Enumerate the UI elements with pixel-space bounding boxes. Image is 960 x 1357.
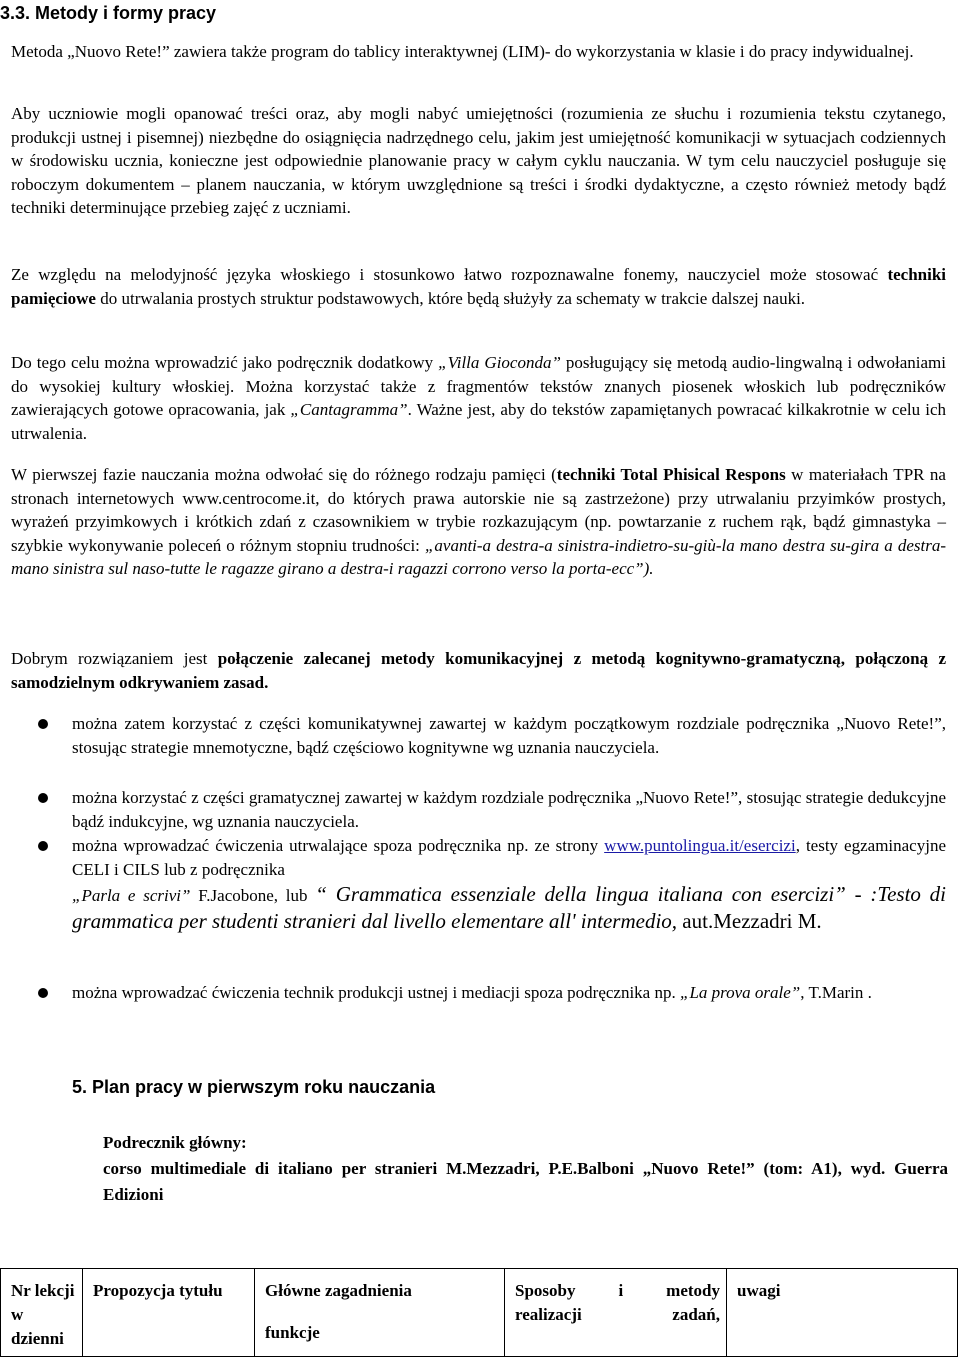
- p5-italic-commands: „avanti-a destra-a sinistra-indietro-su-giù-la mano destra su-gira a destra-mano sinistra sul naso-tutte le ragazze girano a destra-i ragazzi corrono verso la porta-ecc”).: [11, 535, 947, 578]
- header-lesson-number-text: Nr lekcji w dzienni: [11, 1281, 75, 1348]
- header-lesson-number: [1, 1269, 83, 1357]
- header-notes: [727, 1269, 958, 1357]
- section-title: 3.3. Metody i formy pracy: [0, 3, 217, 23]
- p3-text-a: Ze względu na melodyjność języka włoskiego i stosunkowo łatwo rozpoznawalne fonemy, nauczyciel może stosować: [11, 265, 888, 284]
- bullet-item-3: [72, 834, 946, 934]
- p4-italic-cantagramma: „Cantagramma”: [290, 400, 408, 419]
- header-main-topics: [255, 1269, 505, 1357]
- p4-text-a: Do tego celu można wprowadzić jako podręcznik dodatkowy: [11, 353, 439, 372]
- p4-italic-villa: „Villa Gioconda”: [438, 353, 561, 372]
- bullet-dot-3: [38, 841, 48, 851]
- puntolingua-link[interactable]: www.puntolingua.it/esercizi: [604, 836, 796, 855]
- p5-bold: techniki Total Phisical Respons: [556, 465, 786, 484]
- plan-book-label: Podrecznik główny:: [103, 1133, 247, 1152]
- header-title-proposal: [83, 1269, 255, 1357]
- paragraph-villa-gioconda: [11, 351, 946, 445]
- bullet-3-text-d: F.Jacobone, lub: [190, 886, 316, 905]
- header-notes-text: uwagi: [737, 1281, 781, 1300]
- bullet-3-italic-grammatica: “ Grammatica essenziale della lingua italiana con esercizi” - :Testo di grammatica per studenti stranieri dal livello elementare all' intermedio,: [72, 882, 946, 933]
- header-methods: [505, 1269, 727, 1357]
- bullet-4-text-c: , T.Marin .: [800, 983, 872, 1002]
- bullet-item-2: [72, 786, 946, 833]
- plan-book: [103, 1130, 948, 1208]
- p3-text-c: do utrwalania prostych struktur podstawowych, które będą służyły za schematy w trakcie dalszej nauki.: [95, 288, 806, 308]
- p4-text-c: posługujący się metodą audio-lingwalną i odwołaniami do wysokiej kultury włoskiej. Można korzystać także z fragmentów tekstów znanych piosenek włoskich lub podręczników zawierających gotowe opracowania, jak: [11, 353, 946, 419]
- plan-table: [0, 1268, 958, 1357]
- bullet-dot-1: [38, 719, 48, 729]
- bullet-4-italic: „La prova orale”: [679, 983, 801, 1002]
- bullet-1-text: można zatem korzystać z części komunikatywnej zawartej w każdym początkowym rozdziale podręcznika „Nuovo Rete!”, stosując strategie mnemotyczne, bądź częściowo kognitywne wg uznania nauczyciela.: [72, 714, 946, 757]
- plan-title: 5. Plan pracy w pierwszym roku nauczania: [72, 1077, 436, 1097]
- bullet-dot-4: [38, 988, 48, 998]
- paragraph-lim: [11, 40, 946, 64]
- bullet-dot-2: [38, 793, 48, 803]
- bullet-item-1: [72, 712, 946, 759]
- p6-text-a: Dobrym rozwiązaniem jest: [11, 649, 218, 668]
- bullet-2-text: można korzystać z części gramatycznej zawartej w każdym rozdziale podręcznika „Nuovo Rete!”, stosując strategie dedukcyjne bądź indukcyjne, wg uznania nauczyciela.: [72, 788, 946, 831]
- p4-text-e: . Ważne jest, aby do tekstów zapamiętanych powracać kilkakrotnie w celu ich utrwalenia.: [11, 400, 947, 443]
- paragraph-lim-text: Metoda „Nuovo Rete!” zawiera także program do tablicy interaktywnej (LIM)- do wykorzystania w klasie i do pracy indywidualnej.: [11, 42, 914, 61]
- header-functions-text: funkcje: [265, 1323, 320, 1342]
- paragraph-memory-techniques: [11, 263, 946, 310]
- p3-bold: techniki pamięciowe: [11, 265, 946, 308]
- p5-text-c: w materiałach TPR na stronach internetowych www.centrocome.it, do których prawa autorskie nie są zastrzeżone) przy utrwalaniu przyimków prostych, wyrażeń przyimkowych i krótkich zdań z czasownikiem w trybie rozkazującym (np. powtarzanie z ruchem rąk, bądź gimnastyka – szybkie wykonywanie poleceń o różnym stopniu trudności:: [11, 465, 946, 555]
- p6-bold: połączenie zalecanej metody komunikacyjnej z metodą kognitywno-gramatyczną, połączoną z samodzielnym odkrywaniem zasad.: [11, 649, 946, 692]
- header-methods-text-a: Sposoby i metody: [515, 1281, 720, 1300]
- header-methods-text-b: realizacji zadań,: [515, 1305, 720, 1324]
- header-title-proposal-text: Propozycja tytułu: [93, 1281, 223, 1300]
- paragraph-planning: [11, 102, 946, 220]
- bullet-3-text-a: można wprowadzać ćwiczenia utrwalające spoza podręcznika np. ze strony: [72, 836, 605, 855]
- bullet-item-4: [72, 981, 946, 1005]
- bullet-3-italic-parla: „Parla e scrivi”: [72, 886, 191, 905]
- paragraph-tpr: [11, 463, 946, 581]
- bullet-4-text-a: można wprowadzać ćwiczenia technik produkcji ustnej i mediacji spoza podręcznika np.: [72, 983, 680, 1002]
- bullet-3-text-b: , testy egzaminacyjne CELI i CILS lub z podręcznika: [72, 836, 946, 879]
- plan-book-text: corso multimediale di italiano per stranieri M.Mezzadri, P.E.Balboni „Nuovo Rete!” (tom: A1), wyd. Guerra Edizioni: [103, 1159, 948, 1204]
- paragraph-planning-text: Aby uczniowie mogli opanować treści oraz, aby mogli nabyć umiejętności (rozumienia ze słuchu i rozumienia tekstu czytanego, produkcji ustnej i pisemnej) niezbędne do osiągnięcia nadrzędnego celu, jakim jest umiejętność komunikacji w sytuacjach codziennych w środowisku ucznia, konieczne jest odpowiednie planowanie pracy w całym cyklu nauczania. W tym celu nauczyciel posługuje się roboczym dokumentem – planem nauczania, w którym uwzględnione są treści i środki dydaktyczne, a często również metody bądź techniki determinujące przebieg zajęć z uczniami.: [11, 104, 946, 217]
- paragraph-solution: [11, 647, 946, 694]
- plan-table-header-row: [1, 1269, 958, 1357]
- bullet-3-author: aut.Mezzadri M.: [677, 908, 822, 933]
- header-main-topics-text: Główne zagadnienia: [265, 1281, 412, 1300]
- p5-text-a: W pierwszej fazie nauczania można odwołać się do różnego rodzaju pamięci (: [11, 465, 557, 484]
